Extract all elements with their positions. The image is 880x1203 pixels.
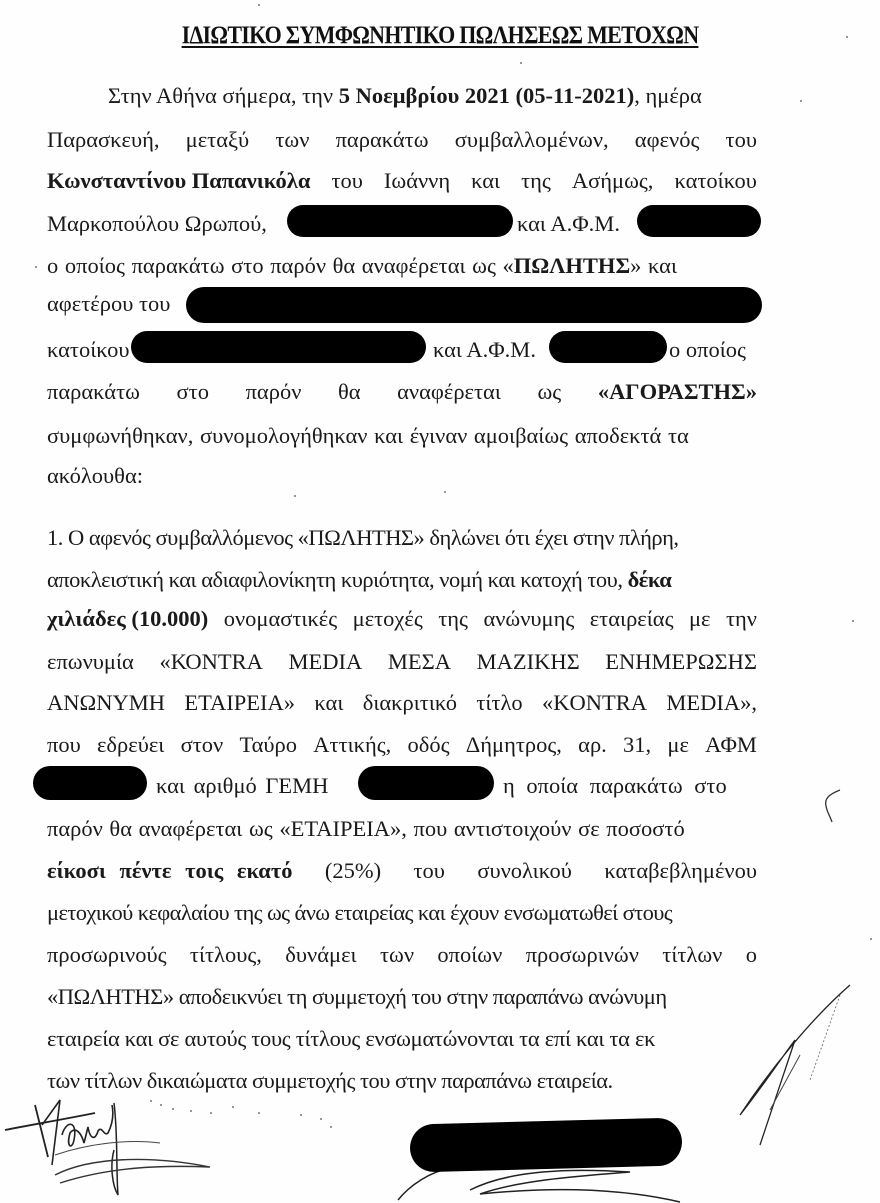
redaction-buyer-signature [409, 1117, 682, 1172]
word: της [438, 606, 468, 631]
intro-line-2 [47, 126, 757, 154]
scan-speck [258, 4, 260, 6]
word: συμβαλλομένων, [454, 127, 609, 152]
word: παρακάτω [47, 379, 140, 404]
word: ως [537, 379, 562, 404]
word: MEDIA», [666, 690, 757, 715]
word: Δήμητρος, [465, 732, 562, 757]
clause1-line-5 [47, 689, 757, 717]
word: ονομαστικές [223, 606, 338, 631]
scan-speck [800, 100, 802, 102]
share-count-words: δέκα [627, 567, 672, 592]
redaction-buyer-address [131, 331, 426, 363]
word: τίτλο [476, 690, 523, 715]
clause1-line-13: εταιρεία και σε αυτούς τους τίτλους ενσωματώνονται τα επί και τα εκ [47, 1026, 656, 1051]
word: επωνυμία [47, 649, 134, 674]
intro-text: ο οποίος [669, 337, 746, 362]
role-buyer: «ΑΓΟΡΑΣΤΗΣ» [597, 379, 757, 404]
word: «ΚΟΝΤRΑ [159, 649, 263, 674]
seller-address: Μαρκοπούλου Ωρωπού, [47, 211, 267, 236]
intro-text: » και [630, 253, 678, 278]
margin-mark-icon [818, 788, 848, 828]
intro-line-5 [47, 252, 761, 280]
margin-initials-icon [700, 970, 880, 1150]
afm-label: και Α.Φ.Μ. [517, 211, 620, 236]
scan-speck [150, 1100, 152, 1102]
word: ΑΝΩΝΥΜΗ [47, 690, 165, 715]
word: και [314, 690, 344, 715]
share-count: χιλιάδες (10.000) [47, 606, 209, 631]
redaction-seller-id [287, 205, 513, 237]
scan-speck [160, 1104, 162, 1106]
word: ο [745, 942, 757, 967]
word: ΜΕΣΑ [387, 649, 451, 674]
intro-line-9: συμφωνήθηκαν, συνομολογήθηκαν και έγιναν αμοιβαίως αποδεκτά τα [47, 423, 689, 448]
contract-date: 5 Νοεμβρίου 2021 (05-11-2021) [338, 83, 635, 108]
scan-speck [520, 62, 522, 64]
scan-speck [172, 1108, 174, 1110]
word: καταβεβλημένου [604, 858, 757, 883]
clause1-line-3 [47, 605, 757, 633]
scan-speck [190, 1110, 192, 1112]
clause1-line-2 [47, 566, 757, 594]
clause1-line-4 [47, 648, 757, 676]
afm-label: και Α.Φ.Μ. [433, 337, 536, 362]
word: MEDIA [288, 649, 363, 674]
clause1-line-9 [47, 857, 757, 885]
percentage: (25%) [324, 858, 382, 883]
word: της [521, 168, 551, 193]
intro-line-8 [47, 378, 757, 406]
word: διακριτικό [362, 690, 457, 715]
scan-speck [300, 1114, 302, 1116]
clause-text: η οποία παρακάτω στο [503, 773, 727, 798]
intro-text: κατοίκου [47, 337, 130, 362]
gemi-label: και αριθμό ΓΕΜΗ [156, 773, 329, 798]
redaction-buyer-afm [549, 331, 667, 363]
clause1-line-12: «ΠΩΛΗΤΗΣ» αποδεικνύει τη συμμετοχή του στην παραπάνω ανώνυμη [47, 984, 667, 1009]
word: παρακάτω [335, 127, 429, 152]
scan-speck [846, 36, 848, 38]
scan-speck [232, 1106, 234, 1108]
word: του [413, 858, 445, 883]
word: που [47, 732, 81, 757]
intro-text: Στην Αθήνα σήμερα, την [108, 83, 339, 108]
word: ανώνυμης [483, 606, 575, 631]
word: 31, [623, 732, 652, 757]
word: Ασήμως, [571, 168, 654, 193]
intro-text: ο οποίος παρακάτω στο παρόν θα αναφέρεται ως « [47, 253, 514, 278]
intro-line-10: ακόλουθα: [47, 463, 143, 488]
word: με [667, 732, 689, 757]
word: τίτλους, [189, 942, 262, 967]
word: οποίων [437, 942, 503, 967]
redaction-buyer-name [186, 287, 762, 323]
word: θα [337, 379, 361, 404]
word: οδός [407, 732, 450, 757]
clause1-line-7 [503, 772, 758, 800]
word: Ταύρο [239, 732, 298, 757]
word: εταιρείας [589, 606, 674, 631]
document-title: ΙΔΙΩΤΙΚΟ ΣΥΜΦΩΝΗΤΙΚΟ ΠΩΛΗΣΕΩΣ ΜΕΤΟΧΩΝ [181, 22, 699, 49]
word: αρ. [578, 732, 607, 757]
word: μεταξύ [185, 127, 250, 152]
word: στον [180, 732, 224, 757]
word: των [275, 127, 310, 152]
word: προσωρινούς [47, 942, 167, 967]
word: την [725, 606, 757, 631]
percentage-words: είκοσι πέντε τοις εκατό [47, 858, 293, 883]
word: του [331, 168, 363, 193]
word: του [725, 127, 757, 152]
clause1-line-8: παρόν θα αναφέρεται ως «ΕΤΑΙΡΕΙΑ», που αντιστοιχούν σε ποσοστό [47, 816, 685, 841]
word: «KONTRA [542, 690, 648, 715]
redaction-company-afm [33, 766, 147, 800]
word: με [688, 606, 711, 631]
word: εδρεύει [96, 732, 165, 757]
intro-text: αφετέρου του [47, 291, 171, 316]
word: αναφέρεται [397, 379, 501, 404]
word: κατοίκου [674, 168, 757, 193]
scan-speck [320, 1118, 322, 1120]
clause-text [503, 772, 758, 800]
scan-speck [444, 491, 446, 493]
word: Αττικής, [313, 732, 392, 757]
scan-speck [35, 266, 37, 268]
word: των [379, 942, 414, 967]
word: ΕΝΗΜΕΡΩΣΗΣ [605, 649, 757, 674]
word: μετοχές [352, 606, 423, 631]
word: προσωρινών [525, 942, 639, 967]
word: ΜΑΖΙΚΗΣ [476, 649, 580, 674]
role-seller: ΠΩΛΗΤΗΣ [513, 253, 631, 278]
scan-speck [258, 1112, 260, 1114]
word: και [471, 168, 501, 193]
clause1-line-1: 1. Ο αφενός συμβαλλόμενος «ΠΩΛΗΤΗΣ» δηλώνει ότι έχει στην πλήρη, [47, 525, 679, 550]
word: τίτλων [662, 942, 723, 967]
word: συνολικού [477, 858, 572, 883]
word: ΕΤΑΙΡΕΙΑ» [184, 690, 296, 715]
intro-line-3 [47, 167, 757, 195]
redaction-company-gemi [358, 766, 494, 800]
scan-speck [294, 495, 296, 497]
seller-signature-icon [0, 1095, 360, 1203]
word: Ιωάννη [383, 168, 451, 193]
redaction-seller-afm [637, 205, 761, 237]
scan-speck [870, 938, 872, 940]
word: στο [176, 379, 209, 404]
scan-speck [330, 1126, 332, 1128]
clause1-line-11 [47, 941, 757, 969]
clause1-line-6 [47, 731, 757, 759]
clause1-line-14: των τίτλων δικαιώματα συμμετοχής του στην παραπάνω εταιρεία. [47, 1068, 613, 1093]
word: αφενός [634, 127, 700, 152]
intro-line-1 [108, 82, 758, 110]
word: παρόν [245, 379, 302, 404]
intro-text: , ημέρα [634, 83, 702, 108]
scan-speck [852, 620, 854, 622]
clause-text: αποκλειστική και αδιαφιλονίκητη κυριότητα, νομή και κατοχή του, [47, 567, 628, 592]
clause1-line-10: μετοχικού κεφαλαίου της ως άνω εταιρείας και έχουν ενσωματωθεί στους [47, 900, 673, 925]
seller-name: Κωνσταντίνου Παπανικόλα [47, 168, 311, 193]
scan-speck [210, 1112, 212, 1114]
word: δυνάμει [285, 942, 357, 967]
word: ΑΦΜ [705, 732, 757, 757]
word: Παρασκευή, [47, 127, 160, 152]
